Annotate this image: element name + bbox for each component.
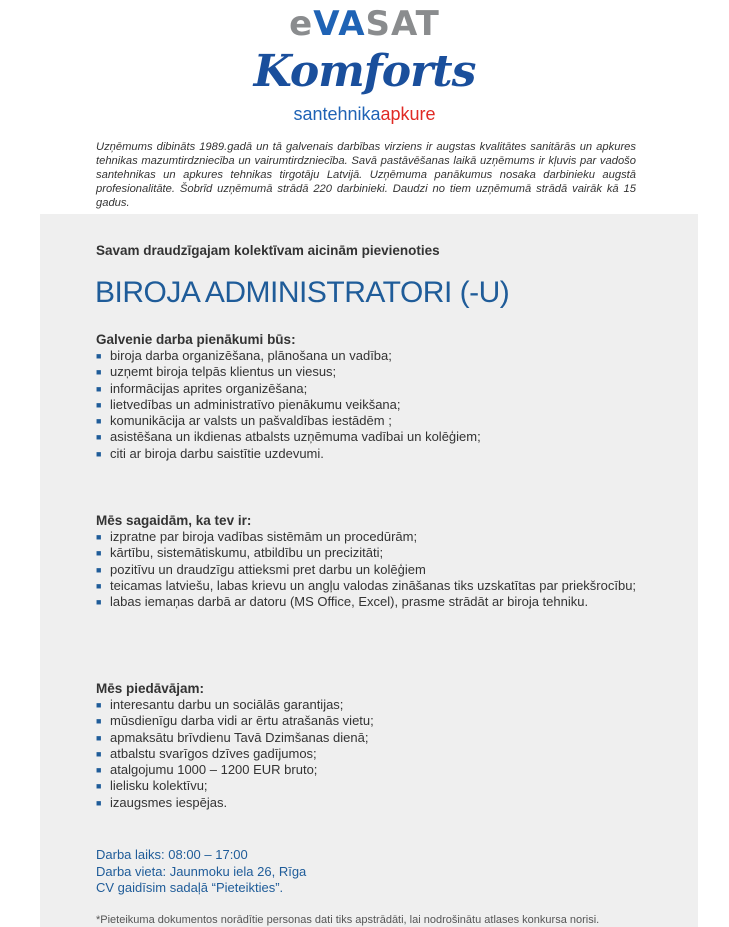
tagline-part-2: apkure — [380, 104, 436, 124]
bullet-icon: ■ — [96, 367, 102, 378]
bullet-icon: ■ — [96, 580, 102, 591]
work-hours: Darba laiks: 08:00 – 17:00 — [96, 847, 248, 862]
bullet-icon: ■ — [96, 448, 102, 459]
offer-item — [96, 713, 641, 729]
evasat-logo — [0, 4, 729, 44]
offer-item-text: apmaksātu brīvdienu Tavā Dzimšanas dienā; — [110, 729, 369, 745]
duties-item-text: komunikācija ar valsts un pašvaldības iestādēm ; — [110, 413, 392, 429]
bullet-icon: ■ — [96, 383, 102, 394]
offer-item-text: lielisku kolektīvu; — [110, 778, 208, 794]
bullet-icon: ■ — [96, 716, 102, 727]
komforts-logo: Komforts — [253, 46, 476, 97]
requirements-item-text: izpratne par biroja vadības sistēmām un procedūrām; — [110, 529, 418, 544]
duties-heading: Galvenie darba pienākumi būs: — [96, 332, 296, 347]
invite-line: Savam draudzīgajam kolektīvam aicinām pievienoties — [96, 243, 440, 258]
duties-item-text: biroja darba organizēšana, plānošana un vadība; — [110, 348, 392, 363]
duties-section — [96, 332, 641, 462]
logo-brand-accent: VA — [313, 4, 366, 44]
bullet-icon: ■ — [96, 399, 102, 410]
offer-list — [96, 697, 641, 811]
offer-item-text: mūsdienīgu darba vidi ar ērtu atrašanās vietu; — [110, 713, 374, 729]
offer-item-text: atbalstu svarīgos dzīves gadījumos; — [110, 745, 317, 761]
duties-item — [96, 381, 641, 397]
offer-item-text: interesantu darbu un sociālās garantijas; — [110, 697, 344, 712]
duties-item-text: citi ar biroja darbu saistītie uzdevumi. — [110, 445, 324, 461]
privacy-footnote: *Pieteikuma dokumentos norādītie personas dati tiks apstrādāti, lai nodrošinātu atlases konkursa norisi. — [96, 914, 600, 926]
offer-section — [96, 681, 641, 811]
logo-tagline — [0, 104, 729, 125]
bullet-icon: ■ — [96, 564, 102, 575]
duties-item-text: asistēšana un ikdienas atbalsts uzņēmuma vadībai un kolēģiem; — [110, 429, 481, 445]
bullet-icon: ■ — [96, 532, 102, 542]
duties-item — [96, 446, 641, 462]
requirements-item — [96, 529, 641, 545]
offer-item — [96, 778, 641, 794]
logo-brand-suffix: SAT — [365, 4, 440, 44]
requirements-item-text: teicamas latviešu, labas krievu un angļu valodas zināšanas tiks uzskatītas par priekšrocību; — [110, 577, 637, 593]
duties-item-text: uzņemt biroja telpās klientus un viesus; — [110, 364, 337, 380]
tagline-part-1: santehnika — [293, 104, 381, 124]
offer-item-text: izaugsmes iespējas. — [110, 794, 228, 810]
duties-item-text: informācijas aprites organizēšana; — [110, 380, 308, 396]
bullet-icon: ■ — [96, 548, 102, 559]
duties-list — [96, 348, 641, 462]
duties-item — [96, 397, 641, 413]
offer-item — [96, 795, 641, 811]
duties-item — [96, 413, 641, 429]
bullet-icon: ■ — [96, 797, 102, 808]
offer-heading: Mēs piedāvājam: — [96, 681, 205, 696]
requirements-item — [96, 545, 641, 561]
requirements-heading: Mēs sagaidām, ka tev ir: — [96, 513, 252, 528]
requirements-item-text: kārtību, sistemātiskumu, atbildību un precizitāti; — [110, 545, 384, 561]
bullet-icon: ■ — [96, 416, 102, 427]
bullet-icon: ■ — [96, 765, 102, 776]
offer-item — [96, 730, 641, 746]
offer-item — [96, 697, 641, 713]
requirements-item-text: labas iemaņas darbā ar datoru (MS Office, Excel), prasme strādāt ar biroja tehniku. — [110, 594, 589, 610]
bullet-icon: ■ — [96, 781, 102, 792]
bullet-icon: ■ — [96, 597, 102, 608]
offer-item — [96, 746, 641, 762]
bullet-icon: ■ — [96, 732, 102, 743]
requirements-item — [96, 578, 641, 594]
bullet-icon: ■ — [96, 351, 102, 361]
job-title: BIROJA ADMINISTRATORI (-U) — [95, 276, 510, 309]
duties-item-text: lietvedības un administratīvo pienākumu veikšana; — [110, 396, 401, 412]
requirements-list — [96, 529, 641, 610]
requirements-item-text: pozitīvu un draudzīgu attieksmi pret darbu un kolēģiem — [110, 561, 426, 577]
offer-item — [96, 762, 641, 778]
requirements-section — [96, 513, 641, 610]
bullet-icon: ■ — [96, 700, 102, 710]
duties-item — [96, 429, 641, 445]
bullet-icon: ■ — [96, 748, 102, 759]
requirements-item — [96, 562, 641, 578]
logo-brand-prefix: e — [289, 4, 314, 44]
contact-block — [96, 847, 306, 897]
work-location: Darba vieta: Jaunmoku iela 26, Rīga — [96, 863, 307, 879]
company-intro: Uzņēmums dibināts 1989.gadā un tā galvenais darbības virziens ir augstas kvalitātes sanitārās un apkures tehnikas mazumtirdzniecība un vairumtirdzniecība. Savā pastāvēšanas laikā uzņēmums ir kļuvis par vadošo santehnikas un apkures tehnikas tirgotāju Latvijā. Uzņēmuma panākumus nosaka darbinieku augstā profesionalitāte. Šobrīd uzņēmumā strādā 220 darbinieki. Daudzi no tiem uzņēmumā strādā vairāk kā 15 gadus. — [96, 141, 636, 209]
cv-instruction: CV gaidīsim sadaļā “Pieteikties”. — [96, 880, 284, 895]
bullet-icon: ■ — [96, 432, 102, 443]
duties-item — [96, 348, 641, 364]
requirements-item — [96, 594, 641, 610]
duties-item — [96, 364, 641, 380]
offer-item-text: atalgojumu 1000 – 1200 EUR bruto; — [110, 762, 318, 778]
